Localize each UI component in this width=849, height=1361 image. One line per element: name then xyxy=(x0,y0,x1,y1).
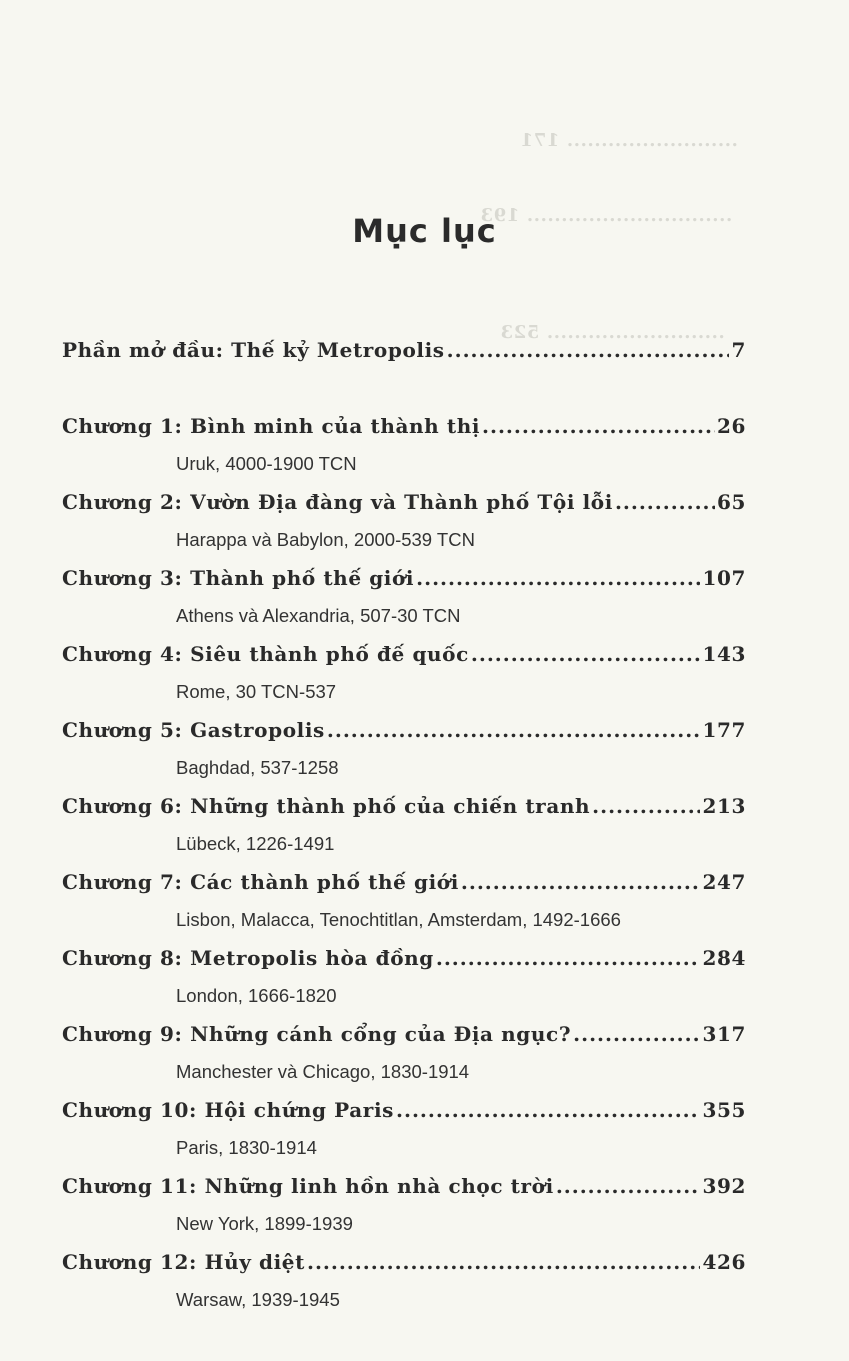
toc-entry-subtitle: Warsaw, 1939-1945 xyxy=(176,1289,340,1310)
toc-entry xyxy=(62,411,746,487)
toc-row xyxy=(62,639,746,669)
toc-leader-dots xyxy=(436,943,701,973)
toc-row xyxy=(62,1095,746,1125)
toc-entry xyxy=(62,335,746,411)
toc-page-number: 65 xyxy=(716,490,746,514)
toc-row xyxy=(62,867,746,897)
toc-entry-subtitle: Manchester và Chicago, 1830-1914 xyxy=(176,1061,470,1082)
toc-page-number: 426 xyxy=(702,1250,746,1274)
toc-page-number: 213 xyxy=(702,794,746,818)
toc-entry xyxy=(62,639,746,715)
toc-leader-dots xyxy=(556,1171,701,1201)
toc-entry-title: Chương 5: Gastropolis xyxy=(62,718,325,742)
toc-row xyxy=(62,411,746,441)
toc-list xyxy=(62,335,746,1323)
toc-entry-title: Chương 10: Hội chứng Paris xyxy=(62,1098,395,1122)
toc-entry-subtitle: New York, 1899-1939 xyxy=(176,1213,353,1234)
toc-row xyxy=(62,1019,746,1049)
show-through-text: .......................... 523 xyxy=(500,322,725,343)
toc-entry-title: Chương 11: Những linh hồn nhà chọc trời xyxy=(62,1174,554,1198)
toc-page-number: 26 xyxy=(716,414,746,438)
toc-page-number: 7 xyxy=(731,338,746,362)
toc-row xyxy=(62,791,746,821)
toc-entry xyxy=(62,1247,746,1323)
toc-entry-title: Chương 12: Hủy diệt xyxy=(62,1250,305,1274)
toc-page-number: 107 xyxy=(702,566,746,590)
toc-leader-dots xyxy=(447,335,730,365)
toc-leader-dots xyxy=(573,1019,700,1049)
toc-entry-subtitle: Lisbon, Malacca, Tenochtitlan, Amsterdam, 1492-1666 xyxy=(176,909,621,930)
toc-page-number: 247 xyxy=(702,870,746,894)
toc-page-number: 317 xyxy=(702,1022,746,1046)
toc-leader-dots xyxy=(396,1095,700,1125)
show-through-text: ......................... 171 xyxy=(520,130,738,151)
toc-entry-title: Chương 2: Vườn Địa đàng và Thành phố Tội lỗi xyxy=(62,490,613,514)
toc-entry-subtitle: Baghdad, 537-1258 xyxy=(176,757,339,778)
toc-entry xyxy=(62,943,746,1019)
page-title: Mục lục xyxy=(352,212,497,250)
toc-entry xyxy=(62,867,746,943)
toc-leader-dots xyxy=(416,563,700,593)
toc-entry-subtitle: Lübeck, 1226-1491 xyxy=(176,833,335,854)
toc-leader-dots xyxy=(482,411,715,441)
toc-leader-dots xyxy=(461,867,701,897)
toc-entry xyxy=(62,487,746,563)
toc-row xyxy=(62,487,746,517)
toc-entry-title: Chương 4: Siêu thành phố đế quốc xyxy=(62,642,469,666)
toc-entry-title: Chương 7: Các thành phố thế giới xyxy=(62,870,459,894)
toc-leader-dots xyxy=(615,487,715,517)
toc-page-number: 143 xyxy=(702,642,746,666)
toc-entry-subtitle: Athens và Alexandria, 507-30 TCN xyxy=(176,605,461,626)
toc-entry-title: Phần mở đầu: Thế kỷ Metropolis xyxy=(62,338,445,362)
toc-leader-dots xyxy=(471,639,701,669)
toc-leader-dots xyxy=(307,1247,700,1277)
toc-row xyxy=(62,1171,746,1201)
toc-page-number: 392 xyxy=(702,1174,746,1198)
toc-entry-subtitle: Rome, 30 TCN-537 xyxy=(176,681,337,702)
toc-entry xyxy=(62,1095,746,1171)
show-through-text: .............................. 193 xyxy=(480,205,733,226)
toc-row xyxy=(62,335,746,365)
toc-entry-subtitle: Uruk, 4000-1900 TCN xyxy=(176,453,357,474)
toc-leader-dots xyxy=(327,715,701,745)
toc-row xyxy=(62,943,746,973)
toc-entry-subtitle: Paris, 1830-1914 xyxy=(176,1137,317,1158)
toc-entry xyxy=(62,563,746,639)
toc-entry xyxy=(62,1171,746,1247)
toc-entry-subtitle: Harappa và Babylon, 2000-539 TCN xyxy=(176,529,475,550)
toc-row xyxy=(62,563,746,593)
toc-leader-dots xyxy=(592,791,700,821)
toc-entry xyxy=(62,1019,746,1095)
toc-entry-title: Chương 3: Thành phố thế giới xyxy=(62,566,415,590)
toc-row xyxy=(62,715,746,745)
toc-entry-subtitle: London, 1666-1820 xyxy=(176,985,337,1006)
toc-entry-title: Chương 8: Metropolis hòa đồng xyxy=(62,946,434,970)
toc-row xyxy=(62,1247,746,1277)
toc-entry xyxy=(62,791,746,867)
toc-entry-title: Chương 1: Bình minh của thành thị xyxy=(62,414,481,438)
toc-entry-title: Chương 6: Những thành phố của chiến tranh xyxy=(62,794,591,818)
toc-entry-title: Chương 9: Những cánh cổng của Địa ngục? xyxy=(62,1022,572,1046)
toc-entry xyxy=(62,715,746,791)
toc-page-number: 177 xyxy=(702,718,746,742)
toc-page-number: 284 xyxy=(702,946,746,970)
toc-page-number: 355 xyxy=(702,1098,746,1122)
